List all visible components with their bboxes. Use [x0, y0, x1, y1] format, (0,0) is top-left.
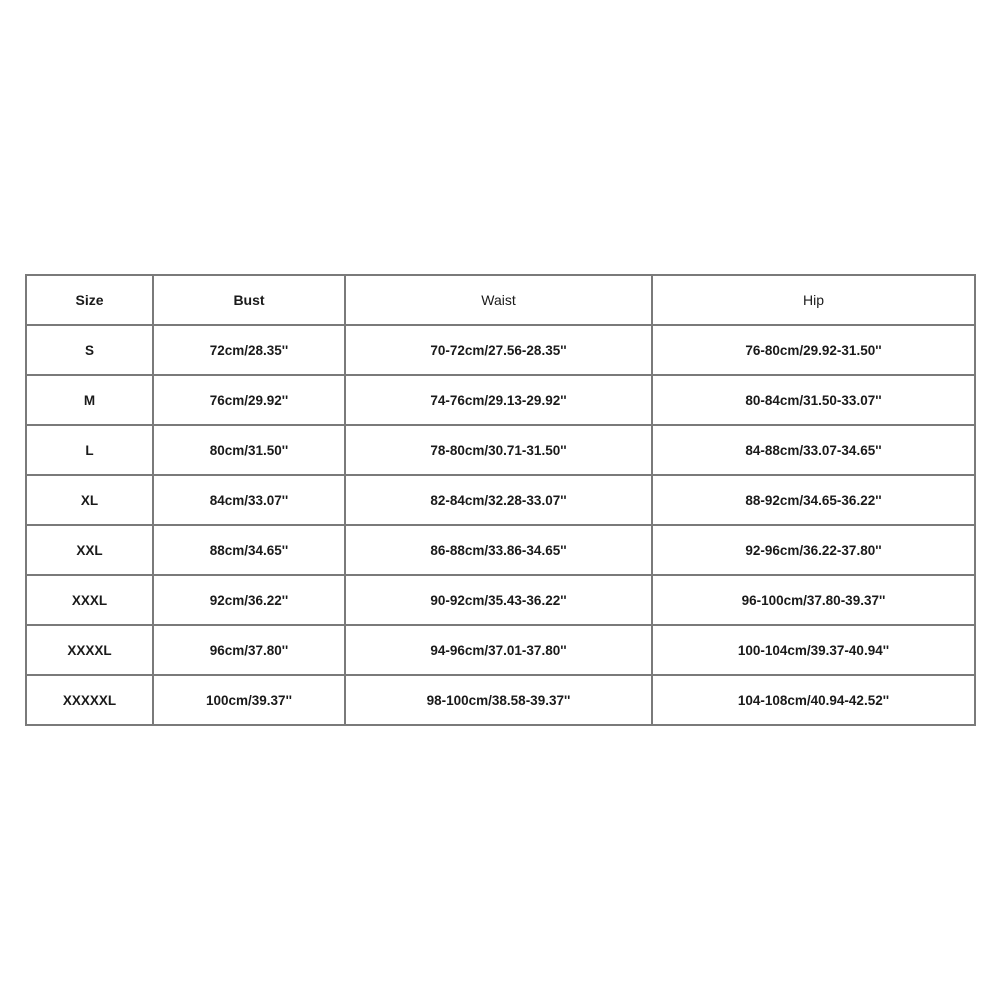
cell-bust: 80cm/31.50'': [153, 425, 345, 475]
cell-waist: 74-76cm/29.13-29.92'': [345, 375, 652, 425]
cell-waist: 98-100cm/38.58-39.37'': [345, 675, 652, 725]
cell-waist: 70-72cm/27.56-28.35'': [345, 325, 652, 375]
cell-hip: 76-80cm/29.92-31.50'': [652, 325, 975, 375]
cell-bust: 96cm/37.80'': [153, 625, 345, 675]
cell-hip: 92-96cm/36.22-37.80'': [652, 525, 975, 575]
cell-size: M: [26, 375, 153, 425]
table-row: [26, 325, 975, 375]
cell-hip: 80-84cm/31.50-33.07'': [652, 375, 975, 425]
cell-bust: 92cm/36.22'': [153, 575, 345, 625]
cell-hip: 96-100cm/37.80-39.37'': [652, 575, 975, 625]
cell-size: XL: [26, 475, 153, 525]
cell-bust: 72cm/28.35'': [153, 325, 345, 375]
table-row: [26, 525, 975, 575]
table-row: [26, 425, 975, 475]
cell-bust: 100cm/39.37'': [153, 675, 345, 725]
cell-size: S: [26, 325, 153, 375]
cell-size: L: [26, 425, 153, 475]
cell-hip: 104-108cm/40.94-42.52'': [652, 675, 975, 725]
cell-size: XXXXXL: [26, 675, 153, 725]
size-chart-table: [25, 274, 976, 726]
header-hip: Hip: [652, 275, 975, 325]
table-row: [26, 375, 975, 425]
cell-waist: 86-88cm/33.86-34.65'': [345, 525, 652, 575]
cell-hip: 88-92cm/34.65-36.22'': [652, 475, 975, 525]
table-row: [26, 675, 975, 725]
cell-bust: 76cm/29.92'': [153, 375, 345, 425]
cell-bust: 88cm/34.65'': [153, 525, 345, 575]
table-row: [26, 575, 975, 625]
cell-size: XXXXL: [26, 625, 153, 675]
header-waist: Waist: [345, 275, 652, 325]
cell-hip: 100-104cm/39.37-40.94'': [652, 625, 975, 675]
cell-waist: 94-96cm/37.01-37.80'': [345, 625, 652, 675]
cell-bust: 84cm/33.07'': [153, 475, 345, 525]
table-row: [26, 475, 975, 525]
header-bust: Bust: [153, 275, 345, 325]
header-size: Size: [26, 275, 153, 325]
cell-waist: 82-84cm/32.28-33.07'': [345, 475, 652, 525]
cell-waist: 78-80cm/30.71-31.50'': [345, 425, 652, 475]
cell-size: XXL: [26, 525, 153, 575]
cell-waist: 90-92cm/35.43-36.22'': [345, 575, 652, 625]
cell-size: XXXL: [26, 575, 153, 625]
cell-hip: 84-88cm/33.07-34.65'': [652, 425, 975, 475]
table-header-row: [26, 275, 975, 325]
table-row: [26, 625, 975, 675]
